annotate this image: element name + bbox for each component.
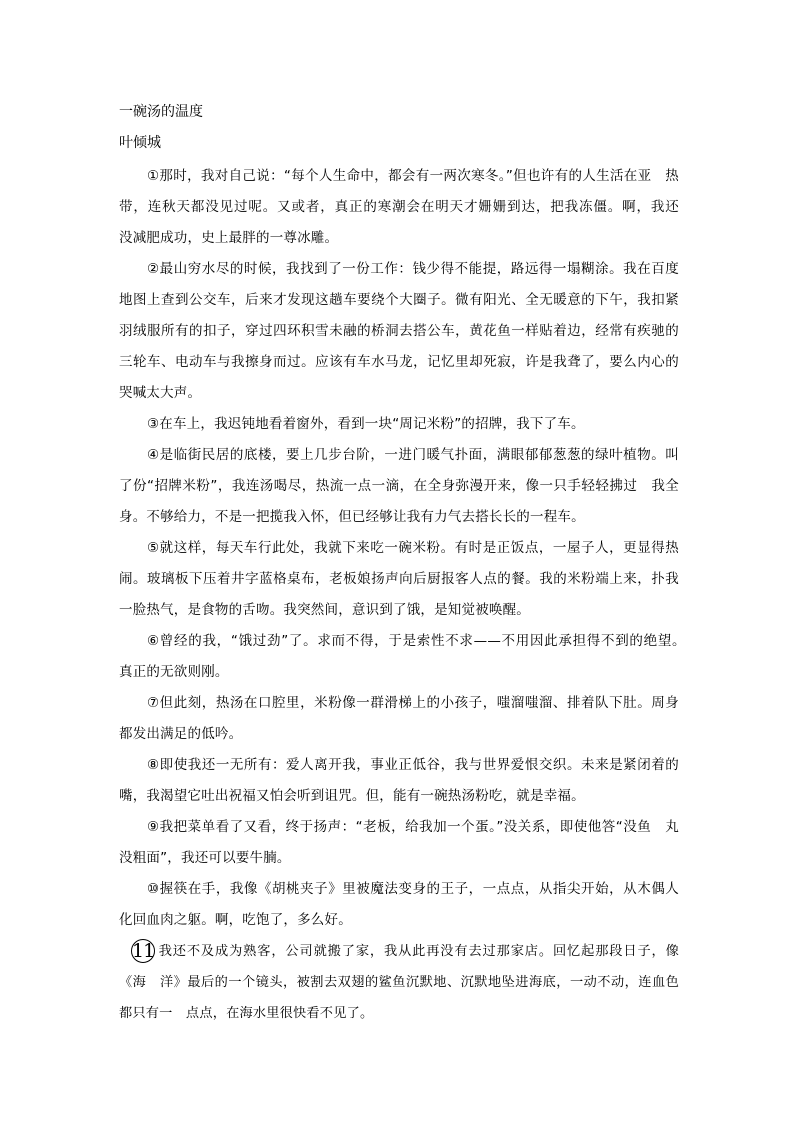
paragraph-10: ⑩握筷在手，我像《胡桃夹子》里被魔法变身的王子，一点点，从指尖开始，从木偶人化回血肉之躯。啊，吃饱了，多么好。	[119, 881, 679, 928]
paragraph-11	[119, 936, 679, 1029]
paragraph-11-text: 我还不及成为熟客，公司就搬了家，我从此再没有去过那家店。回忆起那段日子，像《海 洋》最后的一个镜头，被割去双翅的鲨鱼沉默地、沉默地坠进海底，一动不动，连血色都只有一 点点，在海水里很快看不见了。	[119, 944, 679, 1021]
paragraph-3: ③在车上，我迟钝地看着窗外，看到一块“周记米粉”的招牌，我下了车。	[147, 416, 585, 432]
paragraph-2: ②最山穷水尽的时候，我找到了一份工作：钱少得不能提，路远得一塌糊涂。我在百度 地图上查到公交车，后来才发现这趟车要绕个大圈子。微有阳光、全无暖意的下午，我扣紧 羽绒服所有的扣子，穿过四环积雪未融的桥洞去搭公车，黄花鱼一样贴着边，经常有疾驰的 三轮车、电动车与我擦身而过。应该有车水马龙，记忆里却死寂，许是我聋了，要么内心的 哭喊太大声。	[119, 261, 693, 401]
paragraph-6: ⑥曾经的我，“饿过劲”了。求而不得，于是索性不求——不用因此承担得不到的绝望。 真正的无欲则刚。	[119, 633, 693, 680]
paragraph-8: ⑧即使我还一无所有：爱人离开我，事业正低谷，我与世界爱恨交织。未来是紧闭着的 嘴，我渴望它吐出祝福又怕会听到诅咒。但，能有一碗热汤粉吃，就是幸福。	[119, 757, 693, 804]
article-title: 一碗汤的温度	[119, 104, 203, 120]
article	[119, 100, 693, 1029]
article-body	[119, 161, 693, 1029]
article-author: 叶倾城	[119, 135, 161, 151]
paragraph-1: ①那时，我对自己说：“每个人生命中，都会有一两次寒冬。”但也许有的人生活在亚 热带，连秋天都没见过呢。又或者，真正的寒潮会在明天才姗姗到达，把我冻僵。啊，我还 没减肥成功，史上最胖的一尊冰雕。	[119, 168, 693, 246]
paragraph-11-number: 11	[132, 940, 155, 962]
paragraph-5: ⑤就这样，每天车行此处，我就下来吃一碗米粉。有时是正饭点，一屋子人，更显得热闹。玻璃板下压着井字蓝格桌布，老板娘扬声向后厨报客人点的餐。我的米粉端上来，扑我 一脸热气，是食物的舌吻。我突然间，意识到了饿，是知觉被唤醒。	[119, 540, 693, 618]
paragraph-4: ④是临街民居的底楼，要上几步台阶，一进门暖气扑面，满眼郁郁葱葱的绿叶植物。叫了份“招牌米粉”，我连汤喝尽，热流一点一滴，在全身弥漫开来，像一只手轻轻拂过 我全身。不够给力，不是一把揽我入怀，但已经够让我有力气去搭长长的一程车。	[119, 447, 679, 525]
paragraph-7: ⑦但此刻，热汤在口腔里，米粉像一群滑梯上的小孩子，嗤溜嗤溜、排着队下肚。周身 都发出满足的低吟。	[119, 695, 693, 742]
paragraph-9: ⑨我把菜单看了又看，终于扬声：“老板，给我加一个蛋。”没关系，即使他答“没鱼 丸没粗面”，我还可以要牛腩。	[119, 819, 679, 866]
